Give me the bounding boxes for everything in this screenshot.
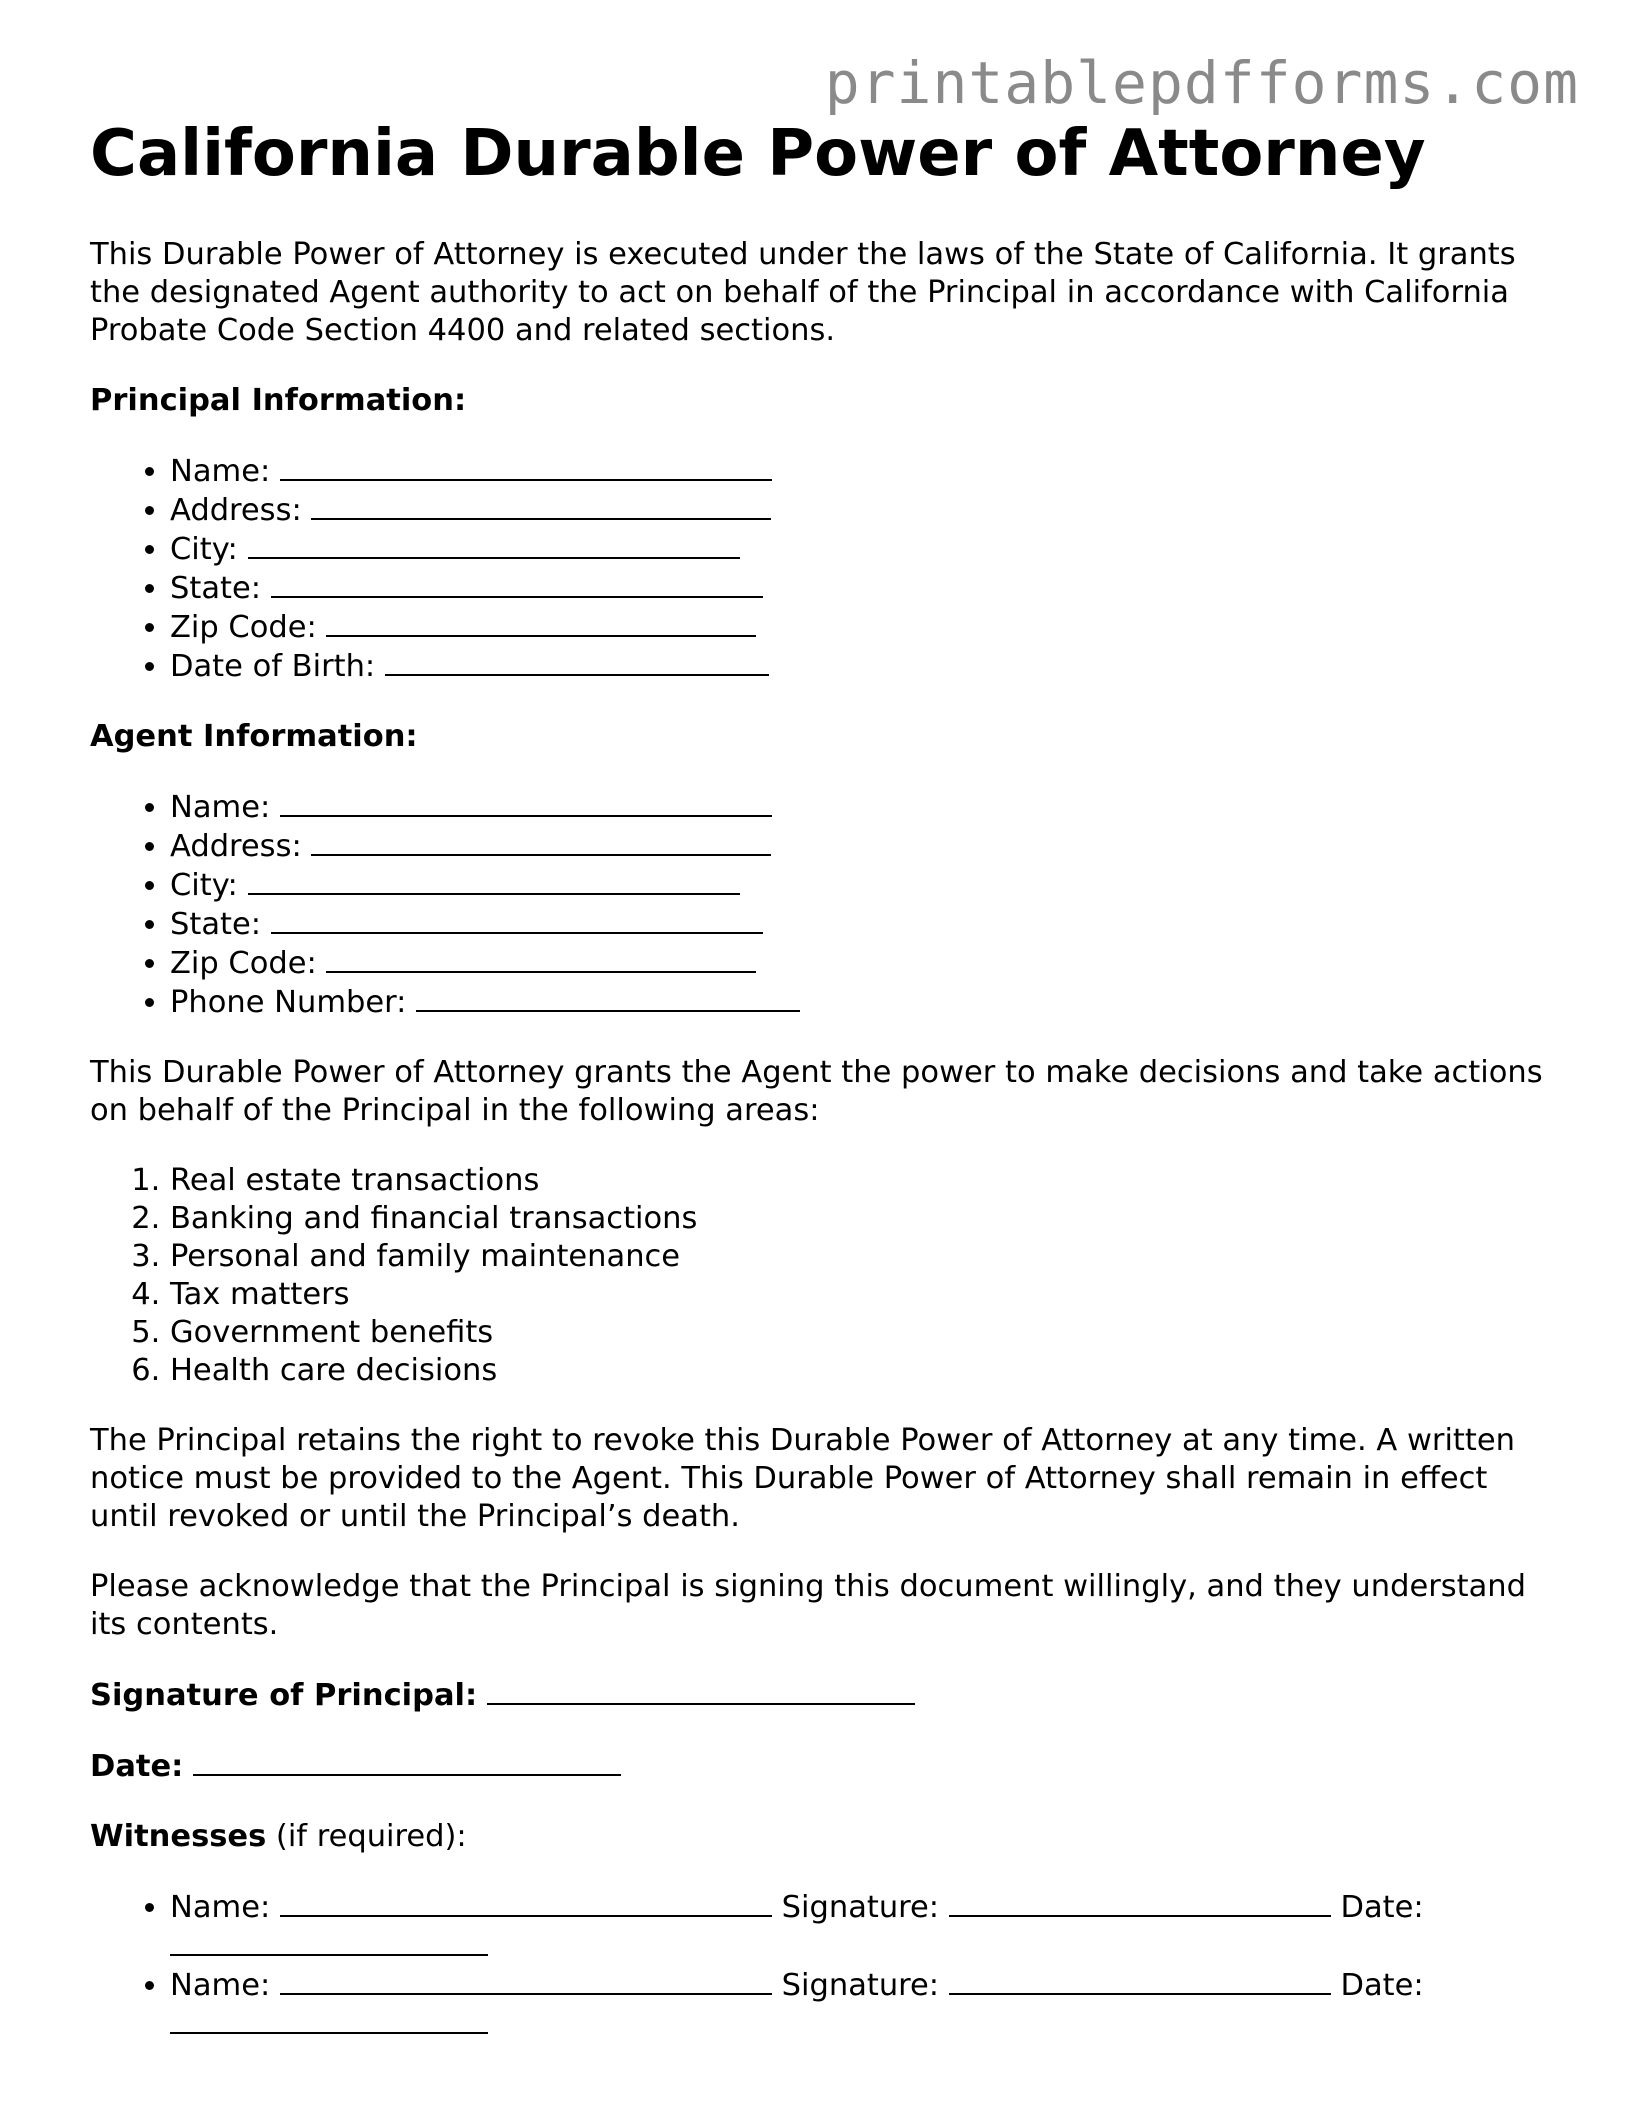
powers-list: [90, 1162, 1560, 1390]
document-title: California Durable Power of Attorney: [90, 117, 1426, 191]
agent-address-field[interactable]: • Address:: [170, 827, 1560, 866]
blank-line[interactable]: [280, 788, 772, 817]
power-item: 1. Real estate transactions: [170, 1162, 1560, 1200]
blank-line[interactable]: [385, 647, 769, 676]
intro-paragraph: This Durable Power of Attorney is executed under the laws of the State of California. It grants the designated Agent authority to act on behalf of the Principal in accordance with California Probate Code Section 4400 and related sections.: [90, 236, 1516, 348]
date-field[interactable]: [90, 1747, 1560, 1786]
acknowledgment-paragraph: Please acknowledge that the Principal is signing this document willingly, and they understand its contents.: [90, 1568, 1526, 1642]
power-item: 6. Health care decisions: [170, 1352, 1560, 1390]
witnesses-heading: Witnesses (if required):: [90, 1818, 467, 1854]
principal-heading: Principal Information:: [90, 382, 467, 418]
blank-line[interactable]: [949, 1966, 1331, 1995]
powers-intro: This Durable Power of Attorney grants the Agent the power to make decisions and take actions on behalf of the Principal in the following areas:: [90, 1054, 1543, 1128]
power-item: 5. Government benefits: [170, 1314, 1560, 1352]
blank-line[interactable]: [487, 1676, 915, 1705]
witness-entry: • Name: Signature: Date:: [170, 1888, 1560, 1966]
agent-heading: Agent Information:: [90, 718, 418, 754]
witness-entry: • Name: Signature: Date:: [170, 1966, 1560, 2044]
principal-name-field[interactable]: • Name:: [170, 452, 1560, 491]
blank-line[interactable]: [280, 1888, 772, 1917]
revocation-paragraph: The Principal retains the right to revoke this Durable Power of Attorney at any time. A written notice must be provided to the Agent. This Durable Power of Attorney shall remain in effect until revoked or until the Principal’s death.: [90, 1422, 1515, 1534]
blank-line[interactable]: [271, 569, 763, 598]
agent-state-field[interactable]: • State:: [170, 905, 1560, 944]
agent-zip-field[interactable]: • Zip Code:: [170, 944, 1560, 983]
watermark: printablepdfforms.com: [824, 49, 1579, 117]
agent-name-field[interactable]: • Name:: [170, 788, 1560, 827]
agent-fields: [90, 788, 1560, 1022]
agent-phone-field[interactable]: • Phone Number:: [170, 983, 1560, 1022]
principal-signature-field[interactable]: [90, 1676, 1560, 1715]
principal-zip-field[interactable]: • Zip Code:: [170, 608, 1560, 647]
blank-line[interactable]: [311, 491, 771, 520]
blank-line[interactable]: [271, 905, 763, 934]
blank-line[interactable]: [311, 827, 771, 856]
witness-list: [90, 1888, 1560, 2044]
power-item: 3. Personal and family maintenance: [170, 1238, 1560, 1276]
blank-line[interactable]: [416, 983, 800, 1012]
blank-line[interactable]: [248, 530, 740, 559]
principal-city-field[interactable]: • City:: [170, 530, 1560, 569]
blank-line[interactable]: [170, 1927, 488, 1956]
document-page: [90, 118, 1560, 2044]
blank-line[interactable]: [170, 2005, 488, 2034]
blank-line[interactable]: [280, 452, 772, 481]
power-item: 4. Tax matters: [170, 1276, 1560, 1314]
principal-state-field[interactable]: • State:: [170, 569, 1560, 608]
signature-label: Signature of Principal:: [90, 1677, 478, 1713]
agent-city-field[interactable]: • City:: [170, 866, 1560, 905]
principal-address-field[interactable]: • Address:: [170, 491, 1560, 530]
blank-line[interactable]: [193, 1747, 621, 1776]
blank-line[interactable]: [280, 1966, 772, 1995]
power-item: 2. Banking and financial transactions: [170, 1200, 1560, 1238]
blank-line[interactable]: [248, 866, 740, 895]
blank-line[interactable]: [326, 944, 756, 973]
blank-line[interactable]: [326, 608, 756, 637]
principal-fields: [90, 452, 1560, 686]
blank-line[interactable]: [949, 1888, 1331, 1917]
date-label: Date:: [90, 1748, 184, 1784]
principal-dob-field[interactable]: • Date of Birth:: [170, 647, 1560, 686]
